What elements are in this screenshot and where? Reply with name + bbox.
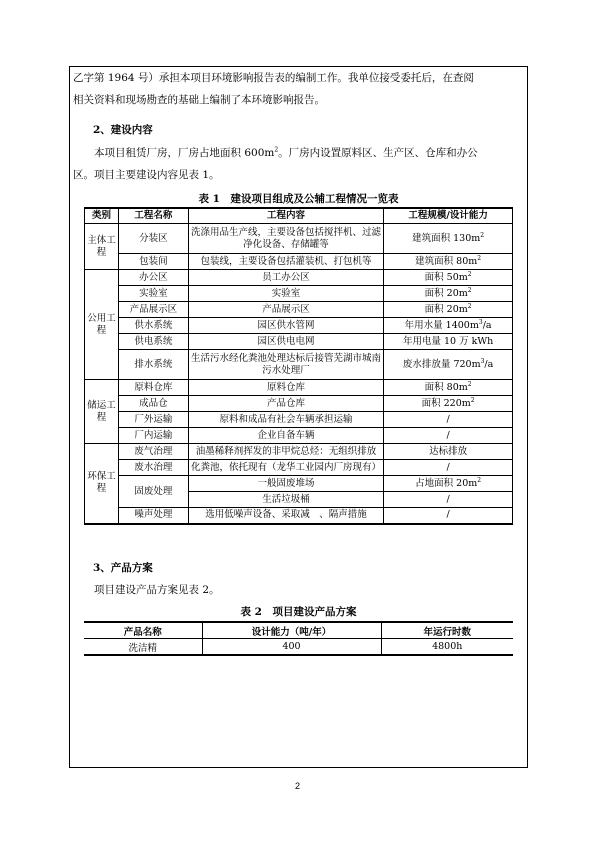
table-2-cell: 400 [202, 639, 381, 656]
table-1-scale-value: / [446, 413, 450, 425]
table-1-row [85, 350, 513, 380]
table-1-scale-value: 达标排放 [429, 445, 468, 457]
table-1-category-cell: 公用工程 [85, 270, 119, 380]
table-1-name-cell: 产品展示区 [118, 302, 188, 318]
table-2-header-row [84, 622, 513, 639]
table-1-body [85, 224, 513, 524]
table-1-row [85, 396, 513, 412]
table-2-header-cell: 设计能力（吨/年） [202, 622, 381, 639]
table-1-scale-value: 面积 80m [424, 381, 468, 393]
intro-paragraph: 乙字第 1964 号）承担本项目环境影响报告表的编制工作。我单位接受委托后，在查阅 相关资料和现场勘查的基础上编制了本环境影响报告。 [73, 72, 474, 106]
table-1-row [85, 508, 513, 524]
table-2-header-cell: 产品名称 [84, 622, 202, 639]
table-1-name-cell: 办公区 [118, 270, 188, 286]
table-1-name-cell: 成品仓 [118, 396, 188, 412]
table-1-scale-value: 废水排放量 720m [402, 358, 481, 370]
table-1-scale-value: / [446, 509, 450, 521]
table-1-scale-value: 年用水量 1400m [404, 319, 479, 331]
table-1-content-cell: 化粪池，依托现有（龙华工业园内厂房现有） [188, 460, 383, 476]
table-1-scale-superscript: 2 [477, 254, 482, 262]
table-1-name-cell: 噪声处理 [118, 508, 188, 524]
table-2-cell: 洗洁精 [84, 639, 202, 656]
table-1-content-cell: 员工办公区 [188, 270, 383, 286]
table-1-scale-cell [384, 492, 513, 508]
table-1-content-cell: 原料仓库 [188, 380, 383, 396]
table-1-content-cell: 生活污水经化粪池处理达标后接管芜湖市城南污水处理厂 [188, 350, 383, 380]
table-1-header-cell: 工程规模/设计能力 [384, 208, 513, 224]
table-1-scale-cell [384, 396, 513, 412]
table-1-name-cell: 废气治理 [118, 444, 188, 460]
table-1-scale-cell [384, 428, 513, 444]
table-1-scale-superscript: 2 [467, 302, 472, 310]
table-1-row [85, 334, 513, 350]
table-1-scale-cell [384, 476, 513, 492]
table-1-content-cell: 产品展示区 [188, 302, 383, 318]
table-1-content-cell: 生活垃圾桶 [188, 492, 383, 508]
table-1-content-cell: 包装线，主要设备包括灌装机、打包机等 [188, 254, 383, 270]
table-1-scale-superscript: 3 [478, 318, 483, 326]
table-1-content-cell: 一般固废堆场 [188, 476, 383, 492]
table-1-row [85, 224, 513, 254]
table-2-body [84, 639, 513, 656]
table-1-scale-cell [384, 302, 513, 318]
table-1-scale-value: 建筑面积 130m [412, 232, 481, 244]
table-1-scale-value: / [446, 429, 450, 441]
table-1-name-cell: 厂外运输 [118, 412, 188, 428]
section-2-paragraph: 本项目租赁厂房，厂房占地面积 $600m^2$。厂房内设置原料区、生产区、仓库和办公 区。项目主要建设内容见表 1。 [73, 146, 478, 181]
table-1-header-row [85, 208, 513, 224]
table-1-row [85, 380, 513, 396]
table-1-scale-cell [384, 224, 513, 254]
table-1-row [85, 428, 513, 444]
table-1-scale-cell [384, 508, 513, 524]
table-1-scale-cell [384, 412, 513, 428]
table-1-scale-superscript: 2 [477, 476, 482, 484]
table-1-content-cell: 园区供电电网 [188, 334, 383, 350]
table-1-content-cell: 实验室 [188, 286, 383, 302]
table-2-cell: 4800h [381, 639, 513, 656]
page-number: 2 [294, 781, 300, 791]
table-1-row [85, 302, 513, 318]
table-1-content-cell: 园区供水管网 [188, 318, 383, 334]
table-1-content-cell: 企业自备车辆 [188, 428, 383, 444]
table-1-name-cell: 实验室 [118, 286, 188, 302]
table-1-scale-superscript: 2 [470, 396, 475, 404]
table-1-header-cell: 工程名称 [118, 208, 188, 224]
table-1-row [85, 412, 513, 428]
table-1-scale-superscript: 2 [467, 380, 472, 388]
table-2-caption: 表 2 项目建设产品方案 [240, 606, 357, 618]
table-1-scale-superscript: 3 [480, 357, 485, 365]
table-1-scale-value: 面积 220m [421, 397, 471, 409]
table-1-scale-superscript: 2 [467, 286, 472, 294]
table-1-row [85, 444, 513, 460]
table-1-scale-value: 面积 20m [424, 303, 468, 315]
table-1-scale-unit: /a [482, 319, 492, 331]
table-1-row [85, 254, 513, 270]
table-1-row [85, 286, 513, 302]
table-1-scale-superscript: 2 [480, 231, 485, 239]
table-1-name-cell: 分装区 [118, 224, 188, 254]
table-1-name-cell: 排水系统 [118, 350, 188, 380]
table-1-caption: 表 1 建设项目组成及公辅工程情况一览表 [198, 193, 399, 205]
table-1-scale-cell [384, 318, 513, 334]
table-1-scale-value: / [446, 493, 450, 505]
table-2-row [84, 639, 513, 656]
table-1-scale-unit: /a [484, 358, 494, 370]
table-1-name-cell: 固废处理 [118, 476, 188, 508]
table-1-scale-value: 面积 50m [424, 271, 468, 283]
table-1-scale-cell [384, 254, 513, 270]
table-1-row [85, 476, 513, 492]
table-1-scale-value: 建筑面积 80m [415, 255, 478, 267]
table-1-header-cell: 类别 [85, 208, 119, 224]
table-1-category-cell: 环保工程 [85, 444, 119, 524]
section-3-paragraph: 项目建设产品方案见表 2。 [94, 584, 220, 596]
table-1-name-cell: 废水治理 [118, 460, 188, 476]
table-1-row [85, 460, 513, 476]
table-1-content-cell: 产品仓库 [188, 396, 383, 412]
section-2-heading: 2、建设内容 [93, 124, 153, 136]
table-1-scale-cell [384, 334, 513, 350]
table-1-scale-cell [384, 270, 513, 286]
section-3-heading: 3、产品方案 [93, 562, 153, 574]
table-1-content-cell: 选用低噪声设备、采取减 、隔声措施 [188, 508, 383, 524]
table-1-scale-value: 占地面积 20m [415, 477, 478, 489]
table-1-scale-cell [384, 460, 513, 476]
table-1-scale-value: 年用电量 10 万 kWh [402, 335, 494, 347]
table-1-scale-cell [384, 380, 513, 396]
table-1-name-cell: 供水系统 [118, 318, 188, 334]
table-2-header-cell: 年运行时数 [381, 622, 513, 639]
table-1-scale-value: / [446, 461, 450, 473]
table-2 [84, 621, 513, 656]
table-1-scale-cell [384, 286, 513, 302]
table-1-scale-value: 面积 20m [424, 287, 468, 299]
table-1-row [85, 270, 513, 286]
table-1-header-cell: 工程内容 [188, 208, 383, 224]
table-1-name-cell: 原料仓库 [118, 380, 188, 396]
table-1 [84, 207, 513, 525]
table-1-name-cell: 厂内运输 [118, 428, 188, 444]
table-1-scale-cell [384, 350, 513, 380]
table-1-name-cell: 包装间 [118, 254, 188, 270]
table-1-row [85, 318, 513, 334]
table-1-scale-superscript: 2 [467, 270, 472, 278]
table-1-content-cell: 洗涤用品生产线，主要设备包括搅拌机、过滤净化设备、存储罐等 [188, 224, 383, 254]
table-1-category-cell: 主体工程 [85, 224, 119, 270]
table-1-content-cell: 油墨稀释剂挥发的非甲烷总烃：无组织排放 [188, 444, 383, 460]
table-1-category-cell: 储运工程 [85, 380, 119, 444]
table-1-name-cell: 供电系统 [118, 334, 188, 350]
table-1-scale-cell [384, 444, 513, 460]
table-1-content-cell: 原料和成品有社会车辆承担运输 [188, 412, 383, 428]
